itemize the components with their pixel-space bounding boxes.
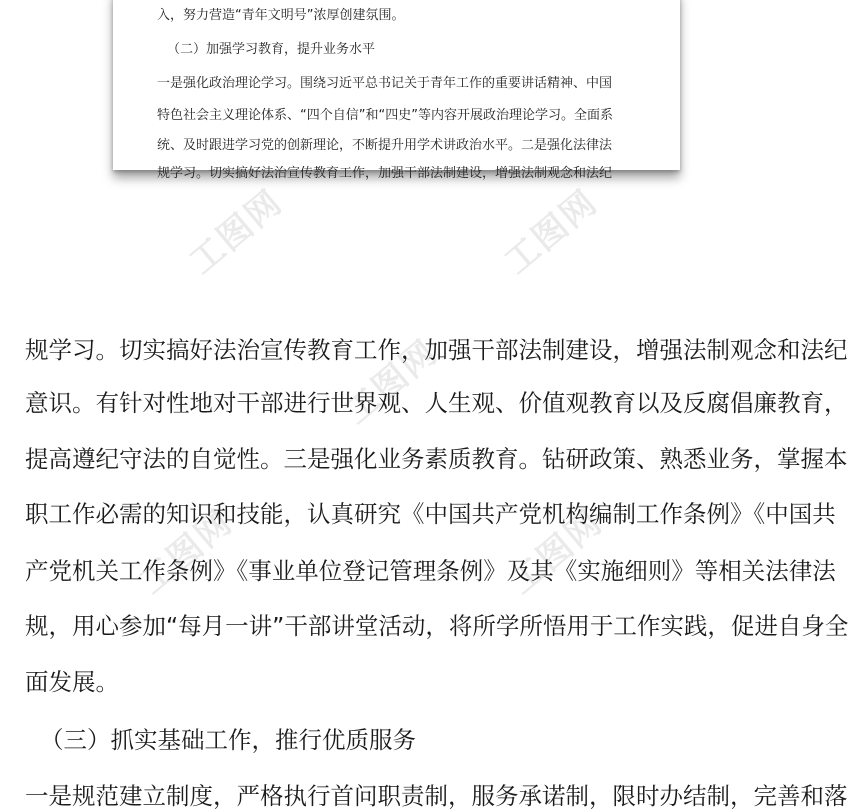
body-text-line: 一是规范建立制度，严格执行首问职责制，服务承诺制，限时办结制，完善和落 <box>25 782 848 810</box>
card-text-line: 一是强化政治理论学习。围绕习近平总书记关于青年工作的重要讲话精神、中国 <box>157 76 613 91</box>
card-text-line: 规学习。切实搞好法治宣传教育工作，加强干部法制建设，增强法制观念和法纪 <box>157 166 613 181</box>
body-text-line: 面发展。 <box>25 668 119 696</box>
body-text-line: 规，用心参加“每月一讲”干部讲堂活动，将所学所悟用于工作实践，促进自身全 <box>25 612 848 640</box>
watermark: 工图网 <box>497 182 606 283</box>
watermark: 工图网 <box>132 502 241 603</box>
card-text-line: 特色社会主义理论体系、“四个自信”和“四史”等内容开展政治理论学习。全面系 <box>157 108 613 123</box>
watermark: 工图网 <box>182 182 291 283</box>
section-heading: （三）抓实基础工作，推行优质服务 <box>40 726 416 754</box>
body-text-line: 职工作必需的知识和技能，认真研究《中国共产党机构编制工作条例》《中国共 <box>25 500 836 528</box>
card-text-line: 统、及时跟进学习党的创新理论，不断提升用学术讲政治水平。二是强化法律法 <box>157 138 613 153</box>
page-preview-card <box>113 0 680 181</box>
watermark: 工图网 <box>502 502 611 603</box>
body-text-line: 产党机关工作条例》《事业单位登记管理条例》及其《实施细则》等相关法律法 <box>25 557 836 585</box>
watermark: 工图网 <box>337 332 446 433</box>
body-text-line: 意识。有针对性地对干部进行世界观、人生观、价值观教育以及反腐倡廉教育， <box>25 389 848 417</box>
card-section-heading: （二）加强学习教育，提升业务水平 <box>167 42 376 57</box>
body-text-line: 规学习。切实搞好法治宣传教育工作，加强干部法制建设，增强法制观念和法纪 <box>25 336 848 364</box>
card-text-line: 入，努力营造“青年文明号”浓厚创建氛围。 <box>157 8 405 23</box>
body-text-line: 提高遵纪守法的自觉性。三是强化业务素质教育。钻研政策、熟悉业务，掌握本 <box>25 445 848 473</box>
